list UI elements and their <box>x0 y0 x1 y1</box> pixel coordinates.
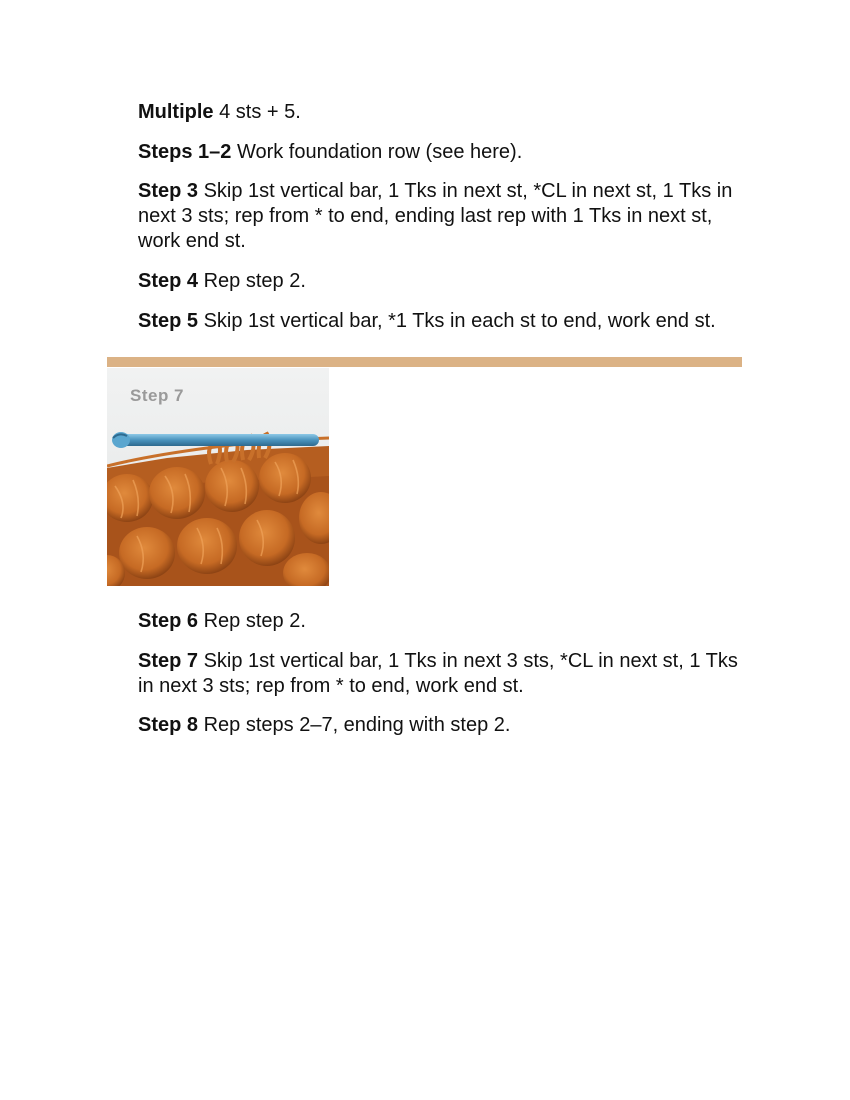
section-divider <box>107 357 742 367</box>
paragraph-text: Rep steps 2–7, ending with step 2. <box>198 714 511 736</box>
paragraph-label: Step 7 <box>138 650 199 672</box>
paragraph-step-3 <box>138 179 748 254</box>
paragraph-label: Step 8 <box>138 714 199 736</box>
paragraph-steps-1-2 <box>138 140 748 165</box>
paragraph-step-6 <box>138 609 748 634</box>
paragraph-label: Step 6 <box>138 610 199 632</box>
paragraph-multiple <box>138 100 748 125</box>
paragraph-label: Multiple <box>138 101 214 123</box>
paragraph-label: Step 3 <box>138 180 199 202</box>
paragraph-text: Skip 1st vertical bar, *1 Tks in each st to end, work end st. <box>198 310 716 332</box>
paragraph-text: Work foundation row (see here). <box>231 141 523 163</box>
paragraph-step-4 <box>138 269 748 294</box>
paragraph-label: Steps 1–2 <box>138 141 232 163</box>
paragraph-step-7 <box>138 649 748 699</box>
paragraph-text: Rep step 2. <box>198 270 306 292</box>
paragraph-label: Step 5 <box>138 310 199 332</box>
paragraph-text: 4 sts + 5. <box>213 101 301 123</box>
photo-caption: Step 7 <box>130 386 185 405</box>
paragraph-text: Rep step 2. <box>198 610 306 632</box>
paragraph-step-8 <box>138 713 748 738</box>
paragraph-label: Step 4 <box>138 270 199 292</box>
paragraph-text: Skip 1st vertical bar, 1 Tks in next st, *CL in next st, 1 Tks in next 3 sts; rep from * to end, ending last rep with 1 Tks in next st, work end st. <box>138 180 733 252</box>
paragraph-step-5 <box>138 309 778 334</box>
crochet-hook-icon <box>112 432 319 448</box>
paragraph-text: Skip 1st vertical bar, 1 Tks in next 3 sts, *CL in next st, 1 Tks in next 3 sts; rep from * to end, work end st. <box>138 650 738 697</box>
step-7-photo <box>107 368 329 586</box>
